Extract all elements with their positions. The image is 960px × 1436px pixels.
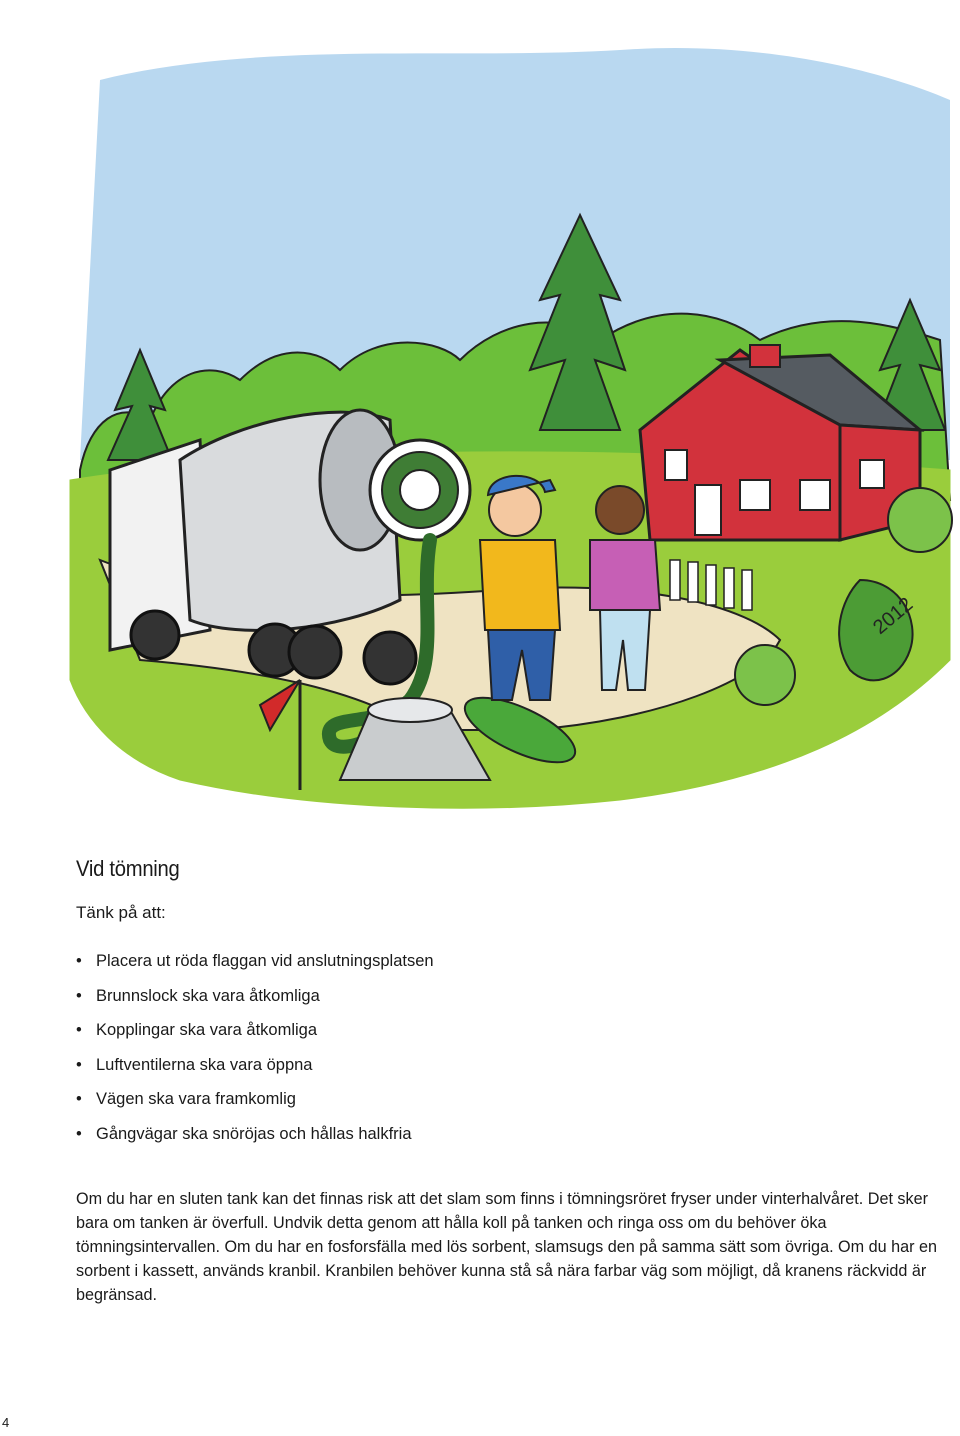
checklist (76, 944, 434, 1151)
artist-signature: 2012 (869, 593, 918, 639)
bush (735, 645, 795, 705)
section-intro: Tänk på att: (76, 903, 166, 922)
checklist-item: • Placera ut röda flaggan vid anslutningsplatsen (76, 944, 434, 979)
checklist-item: • Vägen ska vara framkomlig (76, 1082, 434, 1117)
checklist-item: • Luftventilerna ska vara öppna (76, 1048, 434, 1083)
checklist-item: • Brunnslock ska vara åtkomliga (76, 979, 434, 1014)
page-number: 4 (2, 1415, 10, 1430)
section-heading: Vid tömning (76, 856, 180, 881)
checklist-item: • Gångvägar ska snöröjas och hållas halkfria (76, 1117, 434, 1152)
body-paragraph: Om du har en sluten tank kan det finnas risk att det slam som finns i tömningsröret fryser under vinterhalvåret. Det sker bara om tanken är överfull. Undvik detta genom att hålla koll på tanken och ringa oss om du behöver öka tömningsintervallen. Om du har en fosforsfälla med lös sorbent, slamsugs den på samma sätt som övriga. Om du har en sorbent i kassett, används kranbil. Kranbilen behöver kunna stå så nära farbar väg som möjligt, då kranens räckvidd är begränsad. (76, 1190, 938, 1305)
checklist-item: • Kopplingar ska vara åtkomliga (76, 1013, 434, 1048)
bush (888, 488, 952, 552)
illustration (60, 40, 960, 820)
